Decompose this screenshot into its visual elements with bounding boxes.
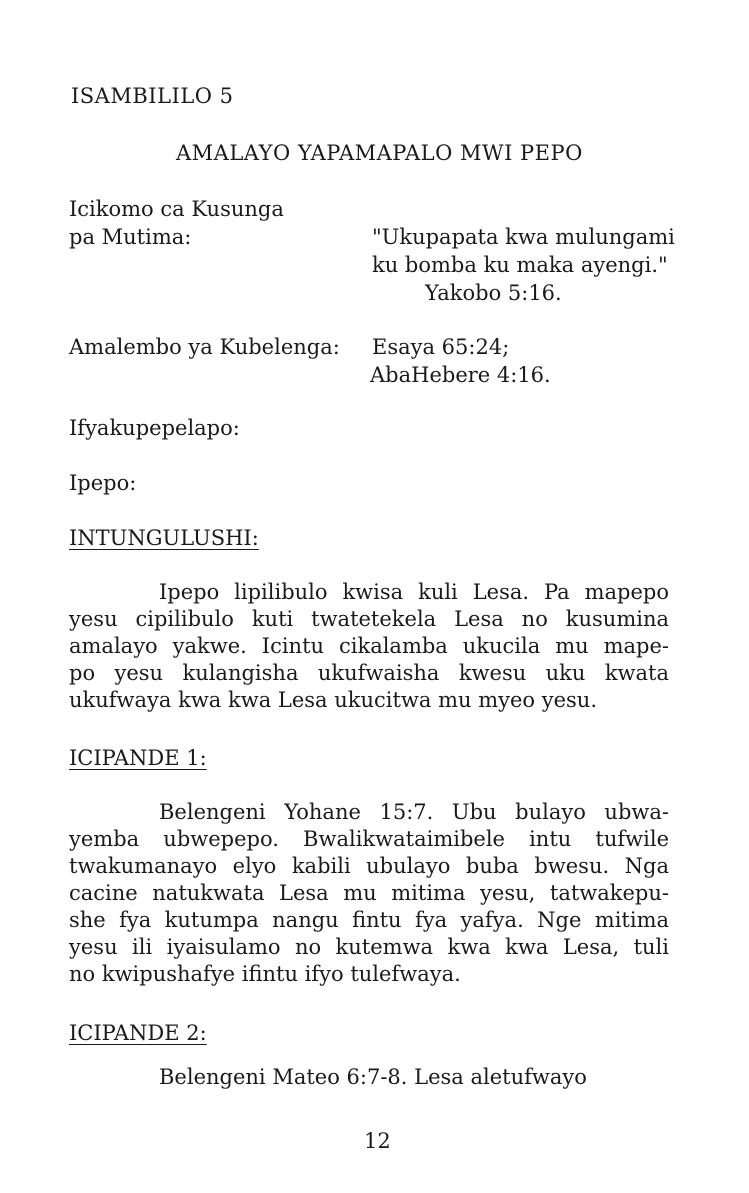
section2-heading: ICIPANDE 2:	[69, 1021, 207, 1045]
section1-line: Belengeni Yohane 15:7. Ubu bulayo ubwa-	[159, 800, 669, 824]
intro-heading: INTUNGULUSHI:	[69, 526, 259, 550]
section1-paragraph	[69, 799, 669, 988]
page-number: 12	[364, 1129, 391, 1153]
intro-line: yesu cipilibulo kuti twatetekela Lesa no kusumina	[69, 607, 669, 631]
readings-ref1: Esaya 65:24;	[372, 335, 510, 359]
chapter-label: ISAMBILILO 5	[71, 84, 234, 108]
readings-label: Amalembo ya Kubelenga:	[69, 335, 340, 359]
intro-line: ukufwaya kwa kwa Lesa ukucitwa mu myeo yesu.	[69, 688, 598, 712]
memory-verse-label-line2: pa Mutima:	[69, 225, 192, 249]
ipepo-label: Ipepo:	[69, 471, 137, 495]
section1-line: twakumanayo elyo kabili ubulayo buba bwesu. Nga	[69, 854, 669, 878]
section1-heading: ICIPANDE 1:	[69, 746, 207, 770]
section1-line: yemba ubwepepo. Bwalikwataimibele intu tufwile	[69, 827, 669, 851]
memory-verse-text-line2: ku bomba ku maka ayengi."	[372, 253, 668, 277]
chapter-title: AMALAYO YAPAMAPALO MWI PEPO	[176, 141, 583, 165]
intro-line: Ipepo lipilibulo kwisa kuli Lesa. Pa mapepo	[159, 580, 669, 604]
intro-line: amalayo yakwe. Icintu cikalamba ukucila mu mape-	[69, 634, 669, 658]
memory-verse-label-line1: Icikomo ca Kusunga	[69, 197, 284, 221]
readings-ref2: AbaHebere 4:16.	[370, 363, 551, 387]
section1-line: cacine natukwata Lesa mu mitima yesu, tatwakepu-	[69, 881, 669, 905]
intro-line: po yesu kulangisha ukufwaisha kwesu uku kwata	[69, 661, 669, 685]
section2-line1: Belengeni Mateo 6:7-8. Lesa aletufwayo	[159, 1065, 587, 1089]
section1-line: yesu ili iyaisulamo no kutemwa kwa kwa Lesa, tuli	[69, 935, 669, 959]
memory-verse-reference: Yakobo 5:16.	[425, 281, 562, 305]
ifyakupepelapo-label: Ifyakupepelapo:	[69, 416, 240, 440]
intro-paragraph	[69, 579, 669, 714]
section1-line: no kwipushafye ifintu ifyo tulefwaya.	[69, 962, 461, 986]
memory-verse-text-line1: "Ukupapata kwa mulungami	[372, 225, 675, 249]
section1-line: she fya kutumpa nangu fintu fya yafya. Nge mitima	[69, 908, 669, 932]
